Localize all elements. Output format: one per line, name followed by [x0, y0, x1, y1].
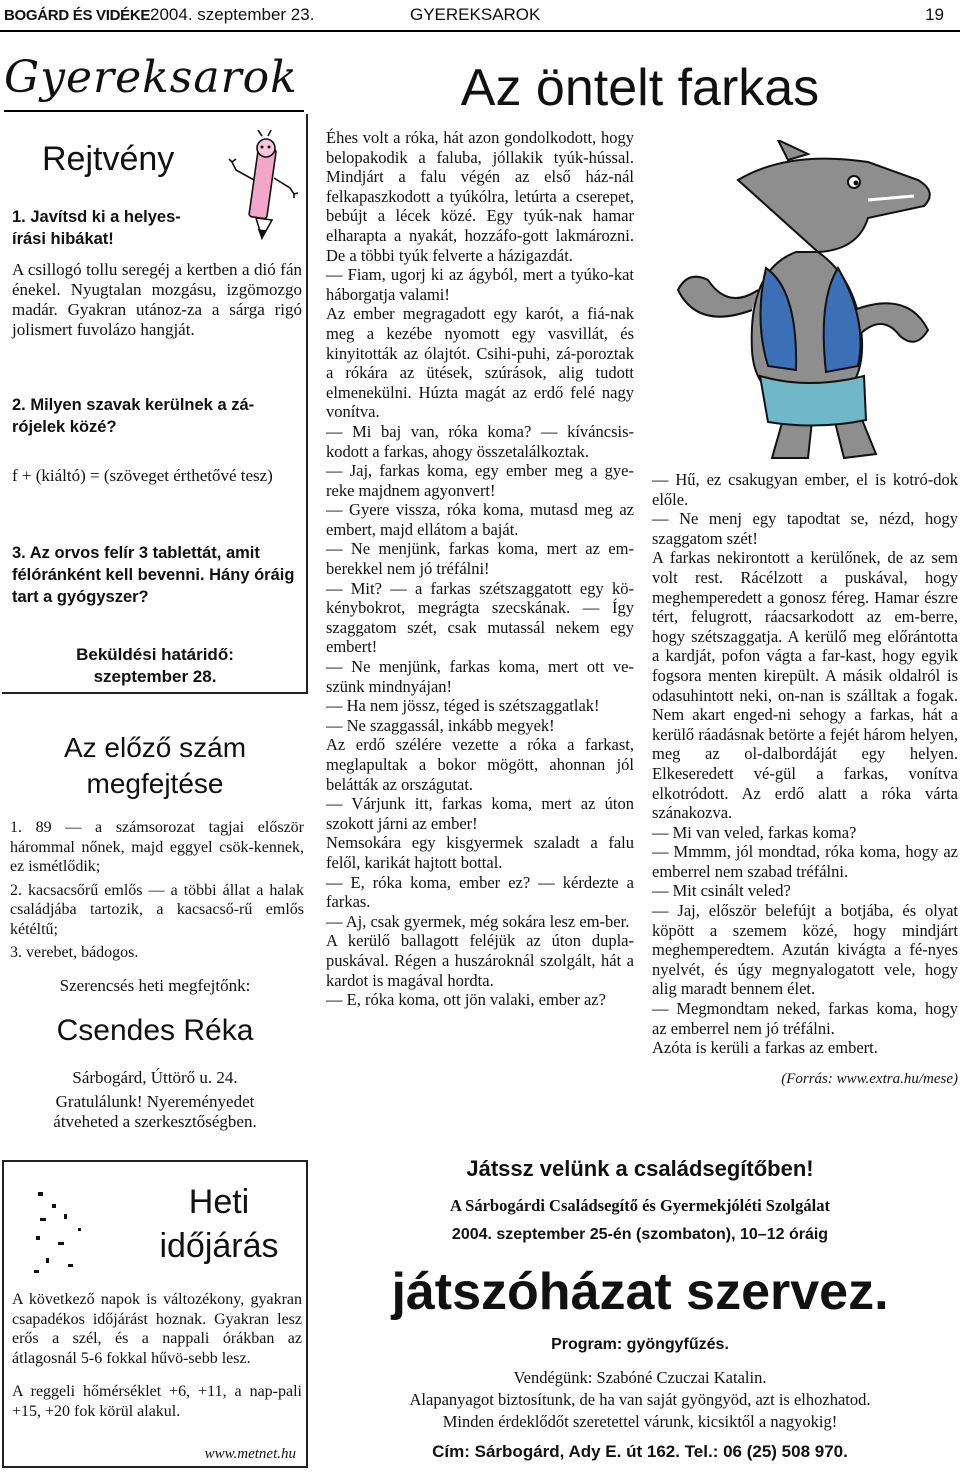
promo-note-1: Alapanyagot biztosítunk, de ha van saját gyöngyöd, azt is elhozhatod.: [409, 1390, 871, 1409]
promo-address: Cím: Sárbogárd, Ady E. út 162. Tel.: 06 (25) 508 970.: [432, 1442, 848, 1461]
promo-headline: Játssz velünk a családsegítőben!: [466, 1156, 814, 1181]
story-paragraph: — Mi van veled, farkas koma?: [652, 822, 857, 842]
family-center-promo: [322, 1140, 958, 1472]
solution-list: [10, 818, 304, 963]
page-header: [0, 0, 960, 34]
weather-box: [2, 1160, 308, 1468]
solution-title: Az előző szám megfejtése: [63, 732, 247, 799]
story-paragraph: — Mit? — a farkas szétszaggatott egy kö-kénybokrot, megrágta szecskának. — Így szaggatom szét, csak mutassál nekem egy embert!: [326, 578, 634, 657]
story-paragraph: Azóta is kerüli a farkas az embert.: [652, 1038, 878, 1058]
solution-item: 2. kacsacsőrű emlős — a többi állat a halak családjába tartozik, a kacsacső-rű emlős kétéltű;: [10, 881, 304, 938]
story-paragraph: — Mit csinált veled?: [652, 881, 791, 901]
story-paragraph: — Jaj, először belefújt a botjába, és olyat köpött a szemem közé, hogy mindjárt meghemperedtem. Azután kivágta a fé-nyes nyelvét, és úgy megnyalogatott vele, hogy alig maradt bennem élet.: [652, 901, 958, 999]
story-column-2: [652, 470, 958, 1089]
question-3: 3. Az orvos felír 3 tablettát, amit félóránként kell bevenni. Hány óráig tart a gyógyszer?: [12, 544, 295, 606]
question-1: 1. Javítsd ki a helyes-írási hibákat!: [12, 208, 181, 248]
page-number: 19: [925, 5, 944, 24]
puzzle-title: Rejtvény: [42, 140, 175, 178]
weather-title-line2: időjárás: [159, 1227, 279, 1265]
weather-forecast: A következő napok is változékony, gyakran csapadékos időjárást hoznak. Gyakran lesz erős a szél, és a nappali órákban az átlagosnál 5-6 fokkal hűvö-sebb lesz.: [12, 1291, 302, 1367]
story-paragraph: — Hű, ez csakugyan ember, el is kotró-dok előle.: [652, 470, 958, 509]
story-paragraph: Az erdő szélére vezette a róka a farkast, meglapultak a bokor mögött, ahonnan jól belátták az országutat.: [326, 735, 634, 794]
story-paragraph: — Ne menj egy tapodtat se, nézd, hogy szaggatom szét!: [652, 509, 958, 548]
story-title: Az öntelt farkas: [460, 59, 820, 117]
previous-solution: [2, 716, 308, 1134]
question-2: 2. Milyen szavak kerülnek a zá-rójelek közé?: [12, 396, 255, 436]
weather-title: [134, 1180, 304, 1268]
promo-date: 2004. szeptember 25-én (szombaton), 10–12 óráig: [451, 1226, 829, 1243]
story-source: (Forrás: www.extra.hu/mese): [781, 1070, 958, 1087]
story-paragraph: A farkas nekirontott a kerülőnek, de az sem volt rest. Rácélzott a puskával, hogy meghemperedett a gonosz féreg. Hamar észre tért, felugrott, ráacsarkodott az em-berre, hogy szétszaggatja. A kerülő meg előrántotta a kardját, pofon vágta a far-kast, hogy egyik fogsora menten kirepült. A másik oldalról is odasuhintott neki, on-nan is szálltak a fogak. Nem akart enged-ni sehogy a farkas, hát a kerülő ráadásnak betörte a fejét három helyen, meg az ol-dalbordáját egy helyen. Elkeseredett vé-gül a farkas, vonítva elkotródott. Az erdő alatt a róka várta szánakozva.: [652, 548, 958, 823]
deadline: [2, 644, 308, 688]
weather-temperature: A reggeli hőmérséklet +6, +11, a nap-pali +15, +20 fok körül alakul.: [12, 1383, 302, 1420]
story-column-1: [326, 128, 634, 1010]
story-paragraph: Nemsokára egy kisgyermek szaladt a falu felől, karikát hajtott bottal.: [326, 833, 634, 872]
pencil-mascot-icon: [228, 130, 298, 248]
puzzle-box: [2, 114, 308, 694]
gyereksarok-logo: [4, 52, 304, 122]
newspaper-brand: BOGÁRD ÉS VIDÉKE: [4, 7, 151, 24]
story-paragraph: — Ne menjünk, farkas koma, mert ott ve-szünk mindnyájan!: [326, 657, 634, 696]
deadline-label: Beküldési határidő:: [76, 645, 234, 664]
story-paragraph: — Mmmm, jól mondtad, róka koma, hogy az emberrel nem szabad tréfálni.: [652, 842, 958, 881]
story-paragraph: Éhes volt a róka, hát azon gondolkodott, hogy belopakodik a faluba, jóllakik tyúk-hússal. Mindjárt a falu végén az első ház-nál felkapaszkodott a tyúkólra, letúrta a cserepet, bebújt a lécek közé. Egy tyúk-nak hamar elharapta a nyakát, hozzáfo-gott lakmározni. De a többi tyúk felverte a házigazdát.: [326, 128, 634, 265]
story-paragraph: — E, róka koma, ember ez? — kérdezte a farkas.: [326, 872, 634, 912]
promo-note-2: Minden érdeklődőt szeretettel várunk, kicsiktől a nagyokig!: [442, 1412, 838, 1431]
story-paragraph: A kerülő ballagott feléjük az úton dupla-puskával. Régen a huszároknál szolgált, hát a kardot is magával hordta.: [326, 931, 634, 990]
solution-item: 1. 89 — a számsorozat tagjai először hárommal nőnek, majd eggyel csök-kennek, ez ismétlődik;: [10, 819, 304, 875]
logo-text: Gyereksarok: [4, 52, 298, 103]
winner-address: Sárbogárd, Úttörő u. 24.: [72, 1068, 238, 1087]
story-paragraph: — Ne menjünk, farkas koma, mert az em-berekkel nem jó tréfálni!: [326, 539, 634, 579]
promo-program: Program: gyöngyfűzés.: [551, 1336, 729, 1353]
story-paragraph: — Aj, csak gyermek, még sokára lesz em-ber.: [326, 911, 630, 931]
story-paragraph: — Ha nem jössz, téged is szétszaggatlak!: [326, 696, 600, 716]
section-name: GYEREKSAROK: [410, 5, 541, 24]
question-2-text: f + (kiáltó) = (szöveget érthetővé tesz): [12, 466, 273, 485]
weather-source: www.metnet.hu: [204, 1446, 296, 1462]
story-paragraph: — E, róka koma, ott jön valaki, ember az?: [326, 990, 606, 1010]
story-paragraph: — Gyere vissza, róka koma, mutasd meg az embert, majd ellátom a baját.: [326, 500, 634, 539]
story-paragraph: — Várjunk itt, farkas koma, mert az úton szokott járni az ember!: [326, 794, 634, 833]
wolf-illustration-icon: [668, 140, 958, 460]
winner-name: Csendes Réka: [56, 1014, 254, 1047]
solution-item: 3. verebet, bádogos.: [10, 944, 139, 961]
story-paragraph: — Fiam, ugorj ki az ágyból, mert a tyúko-kat háborgatja valami!: [326, 265, 634, 304]
promo-organizer: A Sárbogárdi Családsegítő és Gyermekjóléti Szolgálat: [450, 1196, 830, 1215]
congrats-text: Gratulálunk! Nyereményedet átveheted a szerkesztőségben.: [53, 1092, 257, 1131]
weather-title-line1: Heti: [188, 1183, 250, 1221]
header-rule: [0, 30, 960, 32]
story-paragraph: — Mi baj van, róka koma? — kíváncsis-kodott a farkas, ahogy összetalálkoztak.: [326, 421, 634, 461]
logo-underline: [4, 110, 304, 112]
promo-guest: Vendégünk: Szabóné Czuczai Katalin.: [513, 1368, 767, 1387]
winner-label: Szerencsés heti megfejtőnk:: [59, 976, 251, 995]
promo-event: játszóházat szervez.: [391, 1263, 889, 1321]
deadline-date: szeptember 28.: [93, 667, 217, 686]
weather-icon: [28, 1184, 124, 1280]
story-paragraph: — Ne szaggassál, inkább megyek!: [326, 715, 555, 735]
story-paragraph: — Megmondtam neked, farkas koma, hogy az emberrel nem jó tréfálni.: [652, 999, 958, 1038]
story-paragraph: — Jaj, farkas koma, egy ember meg a gye-reke majdnem agyonvert!: [326, 461, 634, 500]
story-paragraph: Az ember megragadott egy karót, a fiá-nak meg a kezébe nyomott egy vasvillát, és kinyitották az ólajtót. Csihi-puhi, zá-poroztak a rókára az ütések, szúrások, alig tudott elmenekülni. Húzta magát az erdő felé nagy vonítva.: [326, 304, 634, 422]
issue-date: 2004. szeptember 23.: [150, 5, 315, 24]
question-1-text: A csillogó tollu seregéj a kertben a dió fán énekel. Nyugtalan mozgásu, izgömozgo madár. Gyakran utánoz-za a sárga rigó jolismert fuvolázo hangját.: [12, 260, 302, 339]
